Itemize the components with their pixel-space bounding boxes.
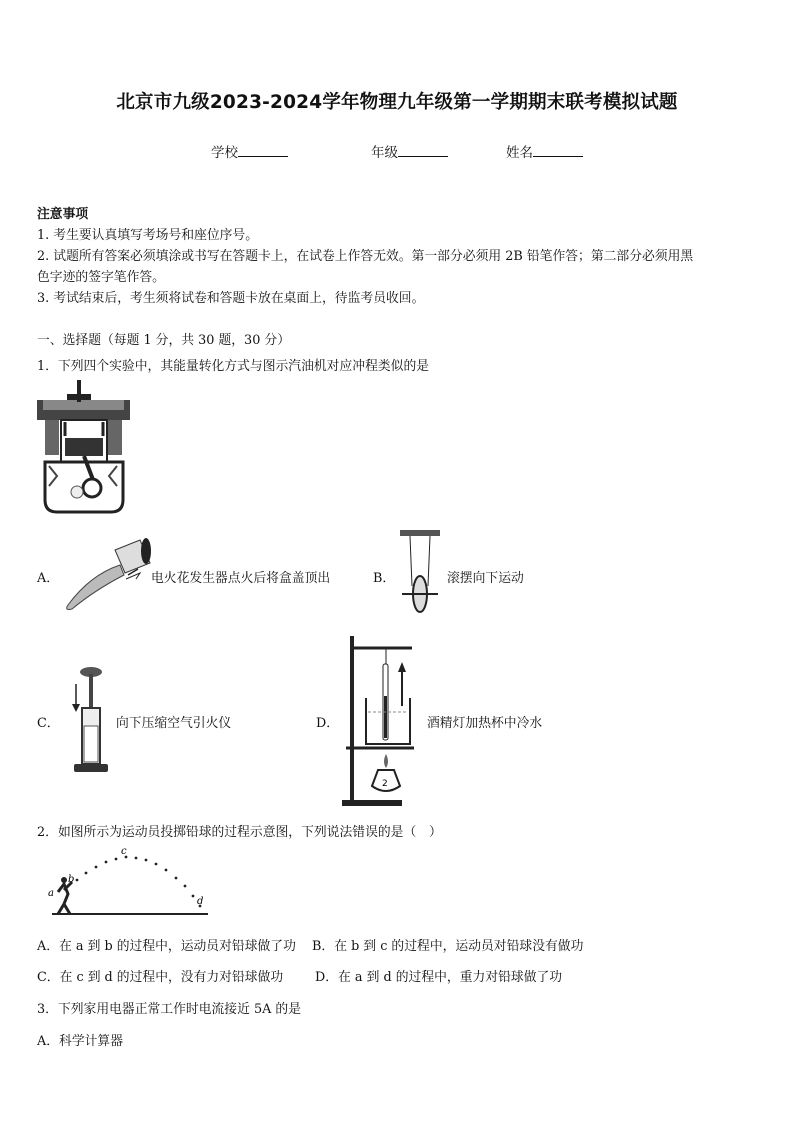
q1-option-a-label: A． bbox=[37, 571, 60, 586]
q1-option-a-text: 电火花发生器点火后将盒盖顶出 bbox=[151, 571, 331, 586]
question-2-stem: 2．如图所示为运动员投掷铅球的过程示意图，下列说法错误的是（ ） bbox=[37, 825, 442, 840]
grade-blank bbox=[398, 144, 448, 157]
label-b: b bbox=[68, 874, 75, 885]
note-item: 3. 考试结束后，考生须将试卷和答题卡放在桌面上，待监考员收回。 bbox=[37, 291, 425, 306]
label-c: c bbox=[121, 846, 127, 857]
q1-option-b-label: B． bbox=[373, 571, 396, 586]
q2-option-c: C．在 c 到 d 的过程中，没有力对铅球做功 bbox=[37, 970, 284, 985]
q1-option-d-text: 酒精灯加热杯中冷水 bbox=[427, 716, 543, 731]
name-field bbox=[506, 141, 583, 161]
label-d: d bbox=[197, 896, 204, 907]
school-label: 学校 bbox=[211, 145, 238, 161]
q1-option-c-text: 向下压缩空气引火仪 bbox=[116, 716, 232, 731]
svg-text:2: 2 bbox=[382, 779, 388, 789]
q3-option-a: A．科学计算器 bbox=[37, 1034, 124, 1049]
air-compression-lighter-figure bbox=[66, 666, 116, 778]
spark-generator-figure bbox=[60, 535, 155, 615]
maxwell-wheel-figure bbox=[398, 530, 443, 620]
note-item: 2. 试题所有答案必须填涂或书写在答题卡上，在试卷上作答无效。第一部分必须用 2B 铅笔作答；第二部分必须用黑 bbox=[37, 249, 694, 264]
note-item: 色字迹的签字笔作答。 bbox=[37, 270, 165, 285]
name-label: 姓名 bbox=[506, 145, 533, 161]
q1-option-b-text: 滚摆向下运动 bbox=[447, 571, 524, 586]
q2-option-b: B．在 b 到 c 的过程中，运动员对铅球没有做功 bbox=[312, 939, 584, 954]
engine-diagram-figure bbox=[37, 380, 132, 515]
q2-option-a: A．在 a 到 b 的过程中，运动员对铅球做了功 bbox=[37, 939, 296, 954]
question-1-stem: 1．下列四个实验中，其能量转化方式与图示汽油机对应冲程类似的是 bbox=[37, 359, 430, 374]
q1-option-c-label: C． bbox=[37, 716, 60, 731]
alcohol-lamp-heating-figure bbox=[342, 636, 422, 808]
note-item: 1. 考生要认真填写考场号和座位序号。 bbox=[37, 228, 259, 243]
section-heading: 一、选择题（每题 1 分，共 30 题，30 分） bbox=[37, 333, 291, 348]
label-a: a bbox=[48, 888, 54, 899]
grade-label: 年级 bbox=[371, 145, 398, 161]
school-field bbox=[211, 141, 288, 161]
notes-heading: 注意事项 bbox=[37, 207, 89, 222]
school-blank bbox=[238, 144, 288, 157]
shot-put-trajectory-figure bbox=[42, 846, 212, 918]
question-3-stem: 3．下列家用电器正常工作时电流接近 5A 的是 bbox=[37, 1002, 302, 1017]
q1-option-d-label: D． bbox=[316, 716, 340, 731]
name-blank bbox=[533, 144, 583, 157]
q2-option-d: D．在 a 到 d 的过程中，重力对铅球做了功 bbox=[315, 970, 563, 985]
grade-field bbox=[371, 141, 448, 161]
page-title: 北京市九级2023-2024学年物理九年级第一学期期末联考模拟试题 bbox=[116, 92, 678, 113]
